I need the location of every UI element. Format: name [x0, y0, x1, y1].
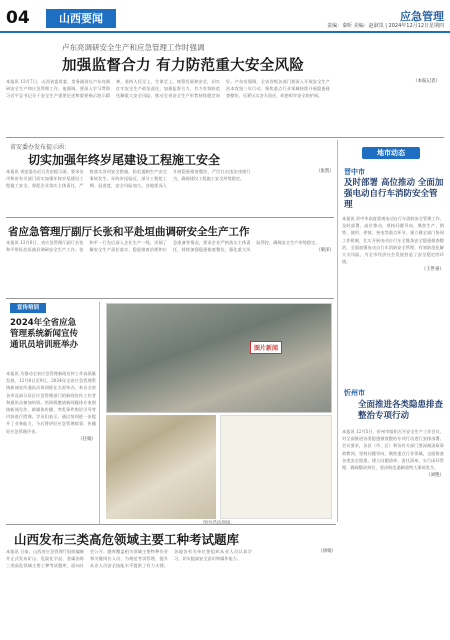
- bottom-headline: 山西发布三类高危领域主要工种考试题库: [14, 532, 240, 547]
- masthead-meta: 责编：秦昕 美编：赵淑岚 | 2024年12月12日星期四: [327, 23, 444, 29]
- section-right-title: 应急管理: [400, 10, 444, 23]
- photo-news-tag: 图片新闻: [250, 341, 282, 354]
- propaganda-headline: 2024年全省应急管理系统新闻宣传通讯员培训班举办: [10, 318, 79, 350]
- story3-headline: 省应急管理厅副厅长张和平赴垣曲调研安全生产工作: [8, 226, 250, 238]
- column-divider: [337, 140, 338, 522]
- city1-headline: 及时部署 高位推动 全面加强电动自行车消防安全管理: [344, 178, 444, 210]
- column-divider: [99, 302, 100, 524]
- lead-body: 本报讯 12月7日，山西省委常委、常务副省长卢东亮调研安全生产和应急管理工作。他强调，要深入学习贯彻习近平总书记关于安全生产重要论述和重要指示批示精神，坚持人民至上、生命至上，统筹发展和安全，切实扛牢安全生产政治责任，加强监督合力，有力有效防范化解重大安全风险，推动全省安全生产形势持续稳定向好。卢东亮强调，全省各级各部门要深入开展安全生产治本攻坚三年行动，聚焦重点行业领域持续开展隐患排查整治，压紧压实各方责任，织密织牢安全防护网。 （本报记者）: [6, 79, 440, 99]
- lead-kicker: 卢东亮调研安全生产和应急管理工作时强调: [62, 43, 205, 52]
- page-number: 04: [6, 8, 30, 28]
- photo-bottom-right: [220, 415, 332, 519]
- story2-headline: 切实加强年终岁尾建设工程施工安全: [28, 153, 221, 167]
- story2-body: 本报讯 省安委办近日发布提示函，要求各市和省有关部门切实加强年终岁尾建设工程施工安全，督促企业落实主体责任，严格落实各项安全措施，防范遏制生产安全事故发生。年终岁尾临近，部分工程抢工期、赶进度，安全风险加大。各地要深入开展隐患排查整治，严厉打击违法违规行为，确保建设工程施工安全形势稳定。 （张凯）: [6, 169, 334, 189]
- photo-top: [106, 303, 332, 413]
- bottom-body: 本报讯 日前，山西省应急管理厅组织编制并正式发布矿山、危险化学品、金属冶炼三类高危领域主要工种考试题库，面向社会公开。题库覆盖相关领域主要特种作业和关键岗位人员，为规范考试管理、提升从业人员安全技能水平提供了有力支撑。各地各有关单位要组织从业人员认真学习，切实提高安全意识和操作能力。 （徐娟）: [6, 549, 336, 569]
- photo-bottom-left: [106, 415, 216, 519]
- lead-headline: 加强监督合力 有力防范重大安全风险: [62, 58, 305, 74]
- city2-headline: 全面推进各类隐患排查整治专项行动: [358, 400, 444, 421]
- propaganda-body: 本报讯 为推动全省应急管理新闻宣传工作高质量发展，12月8日至9日，2024年全省应急管理系统新闻宣传通讯员培训班在太原举办。来自全省各市及部分县区应急管理部门的新闻宣传工作者和通讯员参加培训。培训班邀请新闻媒体专家围绕新闻写作、新媒体传播、突发事件舆论引导等内容进行授课。学员们表示，通过培训进一步提升了业务能力，今后将讲好应急管理故事，传播好应急管理声音。 （任娟）: [6, 371, 96, 442]
- story3-body: 本报讯 12月6日，省应急管理厅副厅长张和平带队赴垣曲县调研安全生产工作。张和平一行先后深入企业生产一线，详细了解安全生产责任落实、隐患排查治理和应急准备等情况，要求企业严格落实主体责任，持续加强隐患排查整治，强化重大风险管控，确保安全生产形势稳定。 （梁泽）: [6, 240, 334, 254]
- photo-caption: [106, 520, 332, 526]
- divider: [6, 137, 444, 138]
- divider: [6, 524, 336, 525]
- news-center-label: 地市动态: [362, 147, 420, 159]
- divider: [6, 298, 334, 299]
- divider: [6, 217, 334, 218]
- story2-kicker: 省安委办发布提示函：: [10, 144, 71, 151]
- city1-label: 晋中市: [344, 168, 365, 176]
- propaganda-tag: 宣传培训: [10, 303, 46, 313]
- city2-body: 本报讯 12月5日，忻州市组织召开安全生产工作会议，对全面推进各类隐患排查整治专项行动进行安排部署。会议要求，各县（市、区）和各有关部门要深刻汲取事故教训，坚持问题导向，聚焦重点行业领域，全面排查各类安全隐患，建立问题清单、责任清单，实行闭环管理，确保整改到位，坚决防范遏制重特大事故发生。 （刘艳）: [342, 429, 444, 479]
- city2-label: 忻州市: [344, 389, 365, 397]
- masthead-rule: [0, 31, 450, 33]
- section-title: 山西要闻: [46, 9, 116, 28]
- city1-body: 本报讯 晋中市高度重视电动自行车消防安全管理工作，及时部署，高位推动，坚持问题导向，聚焦生产、销售、使用、停放、充电等重点环节，建立健全部门协同工作机制，扎实开展电动自行车全链条安全隐患排查整治，全面加强电动自行车消防安全管理，有效防范化解火灾风险，为全市经济社会发展营造了安全稳定的环境。 （王世豪）: [342, 216, 444, 273]
